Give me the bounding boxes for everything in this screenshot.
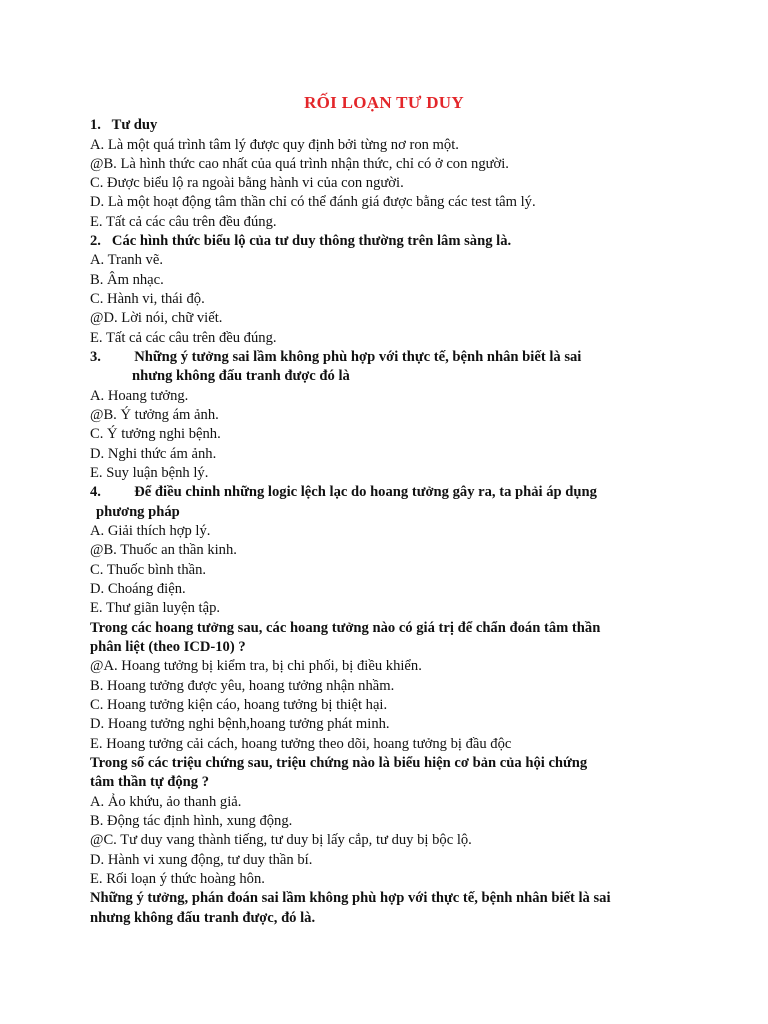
q3-option-e: E. Suy luận bệnh lý. (90, 465, 209, 481)
q1-option-a: A. Là một quá trình tâm lý được quy định bởi từng nơ ron một. (90, 137, 459, 153)
question-4-number: 4. (90, 484, 101, 500)
question-2-text: Các hình thức biểu lộ của tư duy thông thường trên lâm sàng là. (111, 233, 512, 249)
question-2 (90, 232, 511, 251)
question-3-number: 3. (90, 349, 101, 365)
question-4 (90, 483, 597, 502)
question-4-text-line2: phương pháp (96, 504, 180, 520)
q2-option-d: @D. Lời nói, chữ viết. (90, 310, 223, 326)
q6-option-d: D. Hành vi xung động, tư duy thần bí. (90, 852, 313, 868)
q1-option-b: @B. Là hình thức cao nhất của quá trình nhận thức, chỉ có ở con người. (90, 156, 509, 172)
question-6-text-line2: tâm thần tự động ? (90, 774, 210, 790)
question-7-text-line1: Những ý tưởng, phán đoán sai lầm không phù hợp với thực tế, bệnh nhân biết là sai (90, 890, 611, 906)
q3-option-a: A. Hoang tưởng. (90, 388, 189, 404)
page-title: RỐI LOẠN TƯ DUY (304, 93, 464, 112)
question-5-text-line1: Trong các hoang tưởng sau, các hoang tưởng nào có giá trị để chẩn đoán tâm thần (90, 620, 601, 636)
question-3-text-line1: Những ý tưởng sai lầm không phù hợp với thực tế, bệnh nhân biết là sai (134, 349, 582, 365)
q5-option-c: C. Hoang tưởng kiện cáo, hoang tưởng bị thiệt hại. (90, 697, 388, 713)
question-5-text-line2: phân liệt (theo ICD-10) ? (90, 639, 246, 655)
q2-option-e: E. Tất cả các câu trên đều đúng. (90, 330, 277, 346)
q5-option-d: D. Hoang tưởng nghi bệnh,hoang tưởng phát minh. (90, 716, 390, 732)
q3-option-b: @B. Ý tưởng ám ảnh. (90, 407, 219, 423)
q1-option-d: D. Là một hoạt động tâm thần chỉ có thể đánh giá được bằng các test tâm lý. (90, 194, 536, 210)
q6-option-b: B. Động tác định hình, xung động. (90, 813, 293, 829)
q2-option-c: C. Hành vi, thái độ. (90, 291, 205, 307)
q5-option-e: E. Hoang tưởng cải cách, hoang tưởng theo dõi, hoang tưởng bị đầu độc (90, 736, 512, 752)
q1-option-c: C. Được biểu lộ ra ngoài bằng hành vi của con người. (90, 175, 404, 191)
q5-option-a: @A. Hoang tưởng bị kiểm tra, bị chi phối, bị điều khiển. (90, 658, 422, 674)
question-1-text: Tư duy (111, 117, 158, 133)
question-1-number: 1. (90, 117, 101, 133)
q4-option-b: @B. Thuốc an thần kinh. (90, 542, 237, 558)
q3-option-d: D. Nghi thức ám ảnh. (90, 446, 217, 462)
question-2-number: 2. (90, 233, 101, 249)
q6-option-c: @C. Tư duy vang thành tiếng, tư duy bị lấy cắp, tư duy bị bộc lộ. (90, 832, 472, 848)
q2-option-a: A. Tranh vẽ. (90, 252, 163, 268)
question-6-text-line1: Trong số các triệu chứng sau, triệu chứng nào là biểu hiện cơ bản của hội chứng (90, 755, 588, 771)
q4-option-c: C. Thuốc bình thần. (90, 562, 207, 578)
question-7-text-line2: nhưng không đấu tranh được, đó là. (90, 910, 316, 926)
question-4-text-line1: Để điều chỉnh những logic lệch lạc do hoang tưởng gây ra, ta phải áp dụng (134, 484, 597, 500)
q6-option-e: E. Rối loạn ý thức hoàng hôn. (90, 871, 265, 887)
q4-option-d: D. Choáng điện. (90, 581, 186, 597)
q3-option-c: C. Ý tưởng nghi bệnh. (90, 426, 221, 442)
q4-option-e: E. Thư giãn luyện tập. (90, 600, 221, 616)
q6-option-a: A. Ảo khứu, ảo thanh giả. (90, 794, 242, 810)
q2-option-b: B. Âm nhạc. (90, 272, 164, 288)
q4-option-a: A. Giải thích hợp lý. (90, 523, 211, 539)
q1-option-e: E. Tất cả các câu trên đều đúng. (90, 214, 277, 230)
question-1 (90, 116, 157, 135)
q5-option-b: B. Hoang tưởng được yêu, hoang tưởng nhận nhầm. (90, 678, 395, 694)
question-3-text-line2: nhưng không đấu tranh được đó là (132, 368, 350, 384)
question-3 (90, 348, 581, 367)
